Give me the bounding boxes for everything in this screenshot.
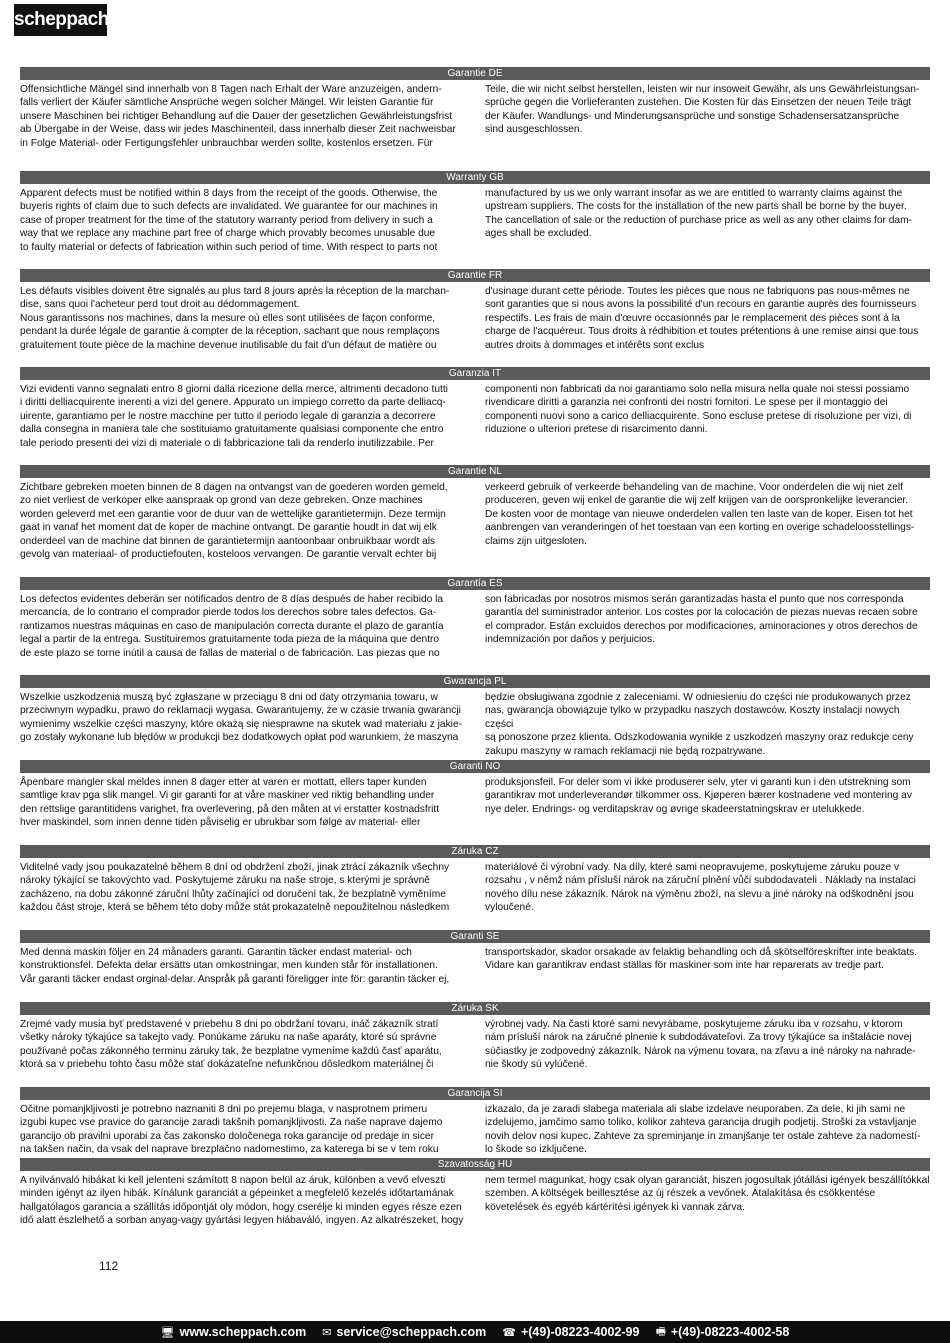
section-text-left: Wszelkie uszkodzenia muszą być zgłaszane w przeciągu 8 dni od daty otrzymania towaru, w przeciwnym wypadku, prawo do reklamacji wygasa. Gwarantujemy, że w czasie trwania gwarancji wymienimy wszelkie części maszyny, które okażą się niesprawne na skutek wad materiału z jakie- go zostały wykonane lub błędów w produkcji bez dodatkowych opłat pod warunkiem, że maszyna [20, 692, 462, 744]
section-text-right: produksjonsfeil. For deler som vi ikke produserer selv, yter vi garanti kun i den utstrekning som garantikrav mot underleverandør tilkommer oss. Kjøperen bærer kostnadene ved montering av nye deler. Endrings- og verditapskrav og øvrige skadeerstatningskrav er utelukkede. [485, 777, 912, 815]
phone-number: +(49)-08223-4002-99 [520, 1325, 640, 1339]
section-text-left: Zichtbare gebreken moeten binnen de 8 dagen na ontvangst van de goederen worden gemeld, zo niet verliest de verkoper elke aanspraak op grond van deze gebreken. Onze machines worden geleverd met een garantie voor de duur van de wettelijke garantietermijn. Deze termijn gaat in vanaf het moment dat de koper de machine ontvangt. De garantie houdt in dat wij elk onderdeel van de machine dat binnen de garantietermijn aantoonbaar onbruikbaar wordt als gevolg van materiaal- of productiefouten, kosteloos vervangen. De garantie vervalt echter bij [20, 482, 448, 561]
section-title: Szavatosság HU [20, 1158, 930, 1171]
section-text-right: výrobnej vady. Na časti ktoré sami nevyrábame, poskytujeme záruku iba v rozsahu, v ktorom nám prísluší nárok na záručné plnenie k subdodávateľovi. Za trovy týkajúce sa inštalácie novej súčiastky je zodpovedný zákazník. Nárok na výmenu tovara, na zľavu a iné nároky na nahrade- nie škody sú vylúčené. [485, 1019, 916, 1071]
section-title: Garantie DE [20, 67, 930, 80]
section-garanti-no [20, 760, 930, 830]
section-warranty-gb [20, 171, 930, 254]
section-title: Garanti NO [20, 760, 930, 773]
section-garanzia-it [20, 367, 930, 450]
section-text-right: son fabricadas por nosotros mismos serán garantizadas hasta el punto que nos corresponda garantía del suministrador anterior. Los costes por la colocación de piezas nuevas recaen sobre el comprador. Están excluidos derechos por modificaciones, aminoraciones y otros derechos de indemnización por daños y perjuicios. [485, 594, 918, 646]
fax-icon: 🖷 [655, 1325, 666, 1338]
footer-fax [655, 1323, 789, 1342]
section-title: Garantie FR [20, 269, 930, 282]
section-title: Garantía ES [20, 577, 930, 590]
section-title: Garanti SE [20, 930, 930, 943]
section-text-right: Teile, die wir nicht selbst herstellen, leisten wir nur insoweit Gewähr, als uns Gewährleistungsan- sprüche gegen die Vorlieferanten zustehen. Die Kosten für das Einsetzen der neuen Teile trägt der Käufer. Wandlungs- und Minderungsansprüche und sonstige Schadensersatzansprüche sind ausgeschlossen. [485, 84, 920, 136]
section-text-left: Viditelné vady jsou poukazatelné během 8 dní od obdržení zboží, jinak ztrácí zákazník všechny nároky týkající se takovýchto vad. Poskytujeme záruku na naše stroje, s kterými je správně zacházeno, na dobu zákonné záruční lhůty začínající od doručení tak, že bezplatně vyměníme každou část stroje, která se během této doby může stát prokazatelně nepoužitelnou následkem [20, 862, 450, 914]
email-icon: ✉ [322, 1326, 332, 1339]
section-text-left: Offensichtliche Mängel sind innerhalb von 8 Tagen nach Erhalt der Ware anzuzeigen, andern- falls verliert der Käufer sämtliche Ansprüche wegen solcher Mängel. Wir leisten Garantie für unsere Maschinen bei richtiger Behandlung auf die Dauer der gesetzlichen Gewährleistungsfrist ab Übergabe in der Weise, dass wir jedes Maschinenteil, dass innerhalb dieser Zeit nachweisbar in Folge Material- oder Fertigungsfehler unbrauchbar werden sollte, kostenlos ersetzen. Für [20, 84, 456, 149]
email-link[interactable]: service@scheppach.com [336, 1325, 487, 1339]
section-garantie-nl [20, 465, 930, 561]
section-text-right: materiálové či výrobní vady. Na díly, které sami neopravujeme, poskytujeme záruku pouze v rozsahu , v němž nám přísluší nárok na záruční plnění vůči subdodavateli . Náklady na instalaci nového dílu nese zákazník. Nárok na výměnu zboží, na slevu a jiné nároky na odškodnění jsou vyloučené. [485, 862, 916, 914]
section-garantia-es [20, 577, 930, 660]
section-title: Garancija SI [20, 1087, 930, 1100]
fax-number: +(49)-08223-4002-58 [670, 1325, 790, 1339]
section-text-left: Očitne pomanjkljivosti je potrebno naznaniti 8 dni po prejemu blaga, v nasprotnem primeru izgubi kupec vse pravice do garancije zaradi takšnih pomanjkljivosti. Za naše naprave dajemo garancijo ob pravilni uporabi za čas zakonsko določenega roka garancije od predaje in sicer na takšen način, da vsak del naprave brezplačno nadomestimo, za katerega bi se v tem roku [20, 1104, 443, 1156]
section-text-right: transportskador, skador orsakade av felaktig behandling och då skötselföreskrifter inte beaktats. Vidare kan garantikrav endast ställas för maskiner som inte har reparerats av tredje part. [485, 947, 918, 972]
section-text-left: Åpenbare mangler skal meldes innen 8 dager etter at varen er mottatt, ellers taper kunden samtlige krav pga slik mangel. Vi gir garanti for at våre maskiner ved riktig behandling under den rettslige garantitidens varighet, fra overlevering, på den måten at vi erstatter kostnadsfritt hver maskindel, som innen denne tiden påviselig er ubrukbar som følge av material- eller [20, 777, 440, 829]
section-garancija-si [20, 1087, 930, 1157]
section-text-right: verkeerd gebruik of verkeerde behandeling van de machine. Voor onderdelen die wij niet zelf produceren, geven wij enkel de garantie die wij zelf krijgen van de oorspronkelijke leverancier. De kosten voor de montage van nieuwe onderdelen vallen ten laste van de koper. Eisen tot het aanbrengen van veranderingen of het toestaan van een korting en overige schadeloosstellings- claims zijn uitgesloten. [485, 482, 915, 547]
footer-email[interactable] [322, 1325, 486, 1339]
section-text-left: A nyilvánvaló hibákat ki kell jelenteni számított 8 napon belül az áruk, különben a vevő elveszti minden igényt az ilyen hibák. Kínálunk garanciát a gépeinket a megfelelő kezelés időtartamának hallgatólagos garancia a szállítás időpontját oly módon, hogy cserélje ki minden egyes része ezen idő alatt észlelhető a sorban anyag-vagy gyártási legyen hiábaváló, ingyen. Az alkatrészeket, hogy [20, 1175, 464, 1227]
section-text-left: Vizi evidenti vanno segnalati entro 8 giorni dalla ricezione della merce, altrimenti decadono tutti i diritti delliacquirente inerenti a vizi del genere. Appurato un impiego corretto da parte delliacq- uirente, garantiamo per le nostre macchine per tutto il periodo legale di garanzia a decorrere dalla consegna in maniera tale che sostituiamo gratuitamente qualsiasi componente che entro tale periodo presenti dei vizi di materiale o di fabbricazione tali da renderlo inutilizzabile. Per [20, 384, 448, 449]
computer-icon: 🖥 [160, 1326, 175, 1339]
section-text-right: izkazalo, da je zaradi slabega materiala ali slabe izdelave neuporaben. Za dele, ki jih sami ne izdelujemo, jamčimo samo toliko, kolikor zahteva garancija drugih podjetij. Stroški za vstavljanje novih delov nosi kupec. Zahteve za spreminjanje in zmanjšanje ter ostale zahteve za nadomestí- lo škode so izključene. [485, 1104, 921, 1156]
section-text-left: Med denna maskin följer en 24 månaders garanti. Garantin täcker endast material- och konstruktionsfel. Defekta delar ersätts utan omkostningar, men kunden står för installationen. Vår garanti täcker endast orginal-delar. Anspråk på garanti föreligger inte för: garantin täcker ej, [20, 947, 450, 985]
section-text-right: nem termel magunkat, hogy csak olyan garanciát, hiszen jogosultak jótállási igények beszállítókkal szemben. A költségek beillesztése az új részek a vevőnek. Átalakítása és csökkentése követelések és egyéb kártérítési igények ki vannak zárva. [485, 1175, 930, 1213]
section-szavatossag-hu [20, 1158, 930, 1228]
section-text-left: Zrejmé vady musia byť predstavené v priebehu 8 dni po obdržaní tovaru, ináč zákazník stratí všetky nároky týkajúce sa takejto vady. Ponúkame záruku na naše aparáty, ktoré sú správne používané počas zákonného terminu záruky tak, že bezplatne vymeníme každú časť aparátu, ktorá sa v priebehu tohto času môže stať dokázateľne nefunkčnou dôsledkom materiálnej či [20, 1019, 442, 1071]
section-text-right: componenti non fabbricati da noi garantiamo solo nella misura nella quale noi stessi possiamo rivendicare diritti a garanzia nei confronti dei nostri fornitori. Le spese per il montaggio dei componenti nuovi sono a carico delliacquirente. Sono escluse pretese di risoluzione per vizi, di riduzione o ulteriori pretese di risarcimento danni. [485, 384, 912, 436]
section-zaruka-sk [20, 1002, 930, 1072]
website-link[interactable]: www.scheppach.com [179, 1325, 307, 1339]
section-title: Warranty GB [20, 171, 930, 184]
section-title: Garantie NL [20, 465, 930, 478]
section-garantie-fr [20, 269, 930, 352]
footer-website[interactable] [161, 1325, 307, 1339]
page-number: 112 [99, 1259, 119, 1273]
section-garanti-se [20, 930, 930, 986]
section-title: Gwarancja PL [20, 675, 930, 688]
section-text-left: Apparent defects must be notified within 8 days from the receipt of the goods. Otherwise, the buyeris rights of claim due to such defects are invalidated. We guarantee for our machines in case of proper treatment for the time of the statutory warranty period from delivery in such a way that we replace any machine part free of charge which provably becomes unusable due to faulty material or defects of fabrication within such period of time. With respect to parts not [20, 188, 438, 253]
footer-contact-bar [0, 1321, 950, 1343]
section-gwarancja-pl [20, 675, 930, 758]
section-title: Záruka CZ [20, 845, 930, 858]
section-text-left: Los defectos evidentes deberán ser notificados dentro de 8 días después de haber recibido la mercancía, de lo contrario el comprador pierde todos los derechos sobre tales defectos. Ga- rantizamos nuestras máquinas en caso de manipulación correcta durante el plazo de garantía legal a partir de la entrega. Sustituiremos gratuitamente toda pieza de la máquina que dentro de este plazo se torne inútil a causa de fallas de material o de fabricación. Las piezas que no [20, 594, 444, 659]
section-text-right: będzie obsługiwana zgodnie z zaleceniami. W odniesieniu do części nie produkowanych przez nas, gwarancja obowiązuje tylko w przypadku naszych dostawców. Koszty instalacji nowych części są ponoszone przez klienta. Odszkodowania wynikłe z uszkodzeń maszyny oraz redukcje ceny zakupu maszyny w ramach reklamacji nie będą rozpatrywane. [485, 692, 914, 757]
phone-icon: ☎ [502, 1326, 516, 1339]
scheppach-logo: scheppach [14, 4, 107, 36]
section-title: Garanzia IT [20, 367, 930, 380]
section-text-left: Les défauts visibles doivent être signalés au plus tard 8 jours après la réception de la marchan- dise, sans quoi l'acheteur perd tout droit au dédommagement. Nous garantissons nos machines, dans la mesure où elles sont utilisées de façon conforme, pendant la durée légale de garantie à compter de la réception, sachant que nous remplaçons gratuitement toute pièce de la machine devenue inutilisable du fait d'un défaut de matière ou [20, 286, 450, 351]
section-text-right: manufactured by us we only warrant insofar as we are entitled to warranty claims against the upstream suppliers. The costs for the installation of the new parts shall be borne by the buyer. The cancellation of sale or the reduction of purchase price as well as any other claims for dam- ages shall be excluded. [485, 188, 912, 240]
section-text-right: d'usinage durant cette période. Toutes les pièces que nous ne fabriquons pas nous-mêmes ne sont garanties que si nous avons la possibilité d'un recours en garantie auprès des fournisseurs respectifs. Les frais de main d'œuvre occasionnés par le remplacement des pièces sont à la charge de l'acquéreur. Tous droits à rédhibition et toutes prétentions à une remise ainsi que tous autres droits à dommages et intérêts sont exclus [485, 286, 919, 351]
section-title: Záruka SK [20, 1002, 930, 1015]
footer-phone [502, 1325, 639, 1339]
section-garantie-de [20, 67, 930, 150]
section-zaruka-cz [20, 845, 930, 915]
